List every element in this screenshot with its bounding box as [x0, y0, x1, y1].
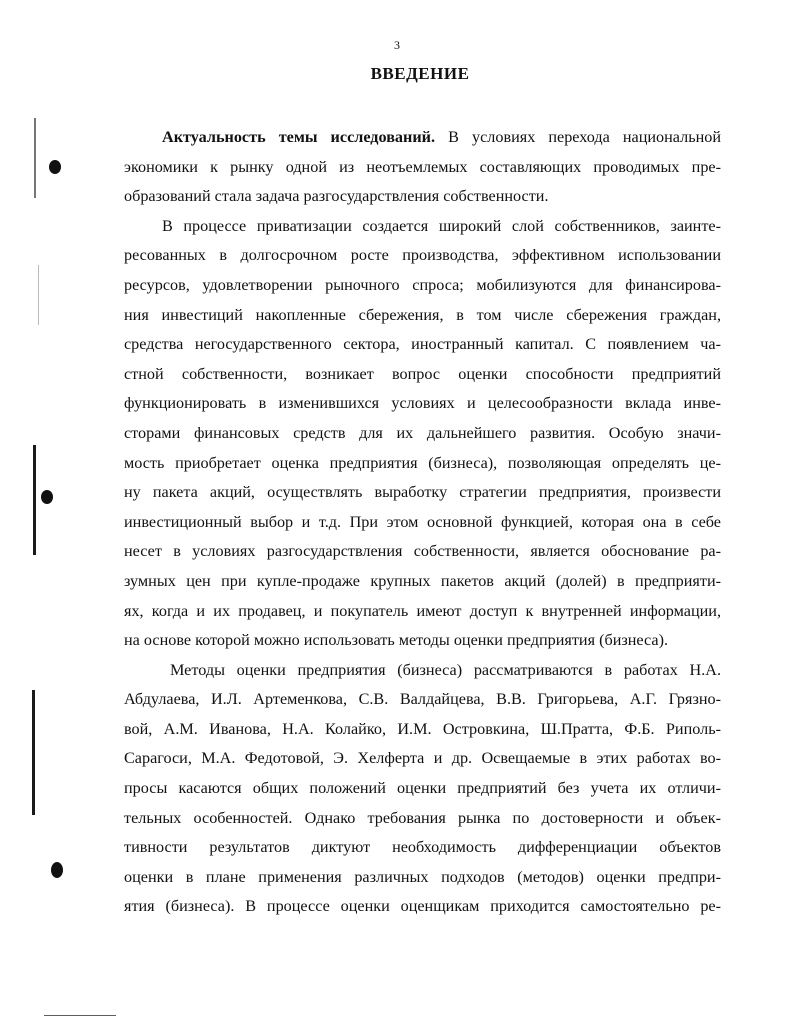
paragraph-3-line: тельных особенностей. Однако требования рынка по достоверности и объек-: [124, 808, 721, 827]
paragraph-1-lead: Актуальность темы исследований.: [162, 128, 436, 146]
paragraph-3-line: вой, А.М. Иванова, Н.А. Колайко, И.М. Островкина, Ш.Пратта, Ф.Б. Риполь-: [124, 719, 721, 738]
punch-hole-mark: [51, 862, 63, 878]
paragraph-2-line: функционировать в изменившихся условиях и целесообразности вклада инве-: [124, 394, 721, 413]
paragraph-3-line: оценки в плане применения различных подходов (методов) оценки предпри-: [124, 867, 721, 886]
paragraph-3-line: Методы оценки предприятия (бизнеса) рассматриваются в работах Н.А.: [170, 660, 721, 679]
page-number: 3: [394, 38, 400, 52]
paragraph-2-line: ресурсов, удовлетворении рыночного спроса; мобилизуются для финансирова-: [124, 275, 721, 294]
paragraph-1-line-1: Актуальность темы исследований. В условиях перехода национальной: [162, 128, 721, 146]
paragraph-3-line: тивности результатов диктуют необходимость дифференциации объектов: [124, 838, 721, 857]
body-text: [124, 123, 721, 922]
paragraph-2-line: стной собственности, возникает вопрос оценки способности предприятий: [124, 364, 721, 383]
paragraph-1-line-2: экономики к рынку одной из неотъемлемых составляющих проводимых пре-: [124, 157, 721, 176]
paragraph-3-line: Сарагоси, М.А. Федотовой, Э. Хелферта и др. Освещаемые в этих работах во-: [124, 749, 721, 768]
paragraph-2-line: ния инвестиций накопленные сбережения, в том числе сбережения граждан,: [124, 305, 721, 324]
scan-margin-line: [38, 265, 39, 325]
paragraph-2-line: сторами финансовых средств для их дальнейшего развития. Особую значи-: [124, 423, 721, 442]
paragraph-3-line: просы касаются общих положений оценки предприятий без учета их отличи-: [124, 779, 721, 798]
page-title: ВВЕДЕНИЕ: [370, 64, 470, 83]
paragraph-2-line: несет в условиях разгосударствления собственности, является обоснование ра-: [124, 542, 721, 561]
paragraph-2-line: зумных цен при купле-продаже крупных пакетов акций (долей) в предприяти-: [124, 571, 721, 590]
paragraph-2-line: мость приобретает оценка предприятия (бизнеса), позволяющая определять це-: [124, 453, 721, 472]
scan-margin-line: [34, 118, 36, 198]
paragraph-2-line: В процессе приватизации создается широкий слой собственников, заинте-: [162, 216, 721, 235]
paragraph-2-line: ресованных в долгосрочном росте производства, эффективном использовании: [124, 246, 721, 265]
paragraph-2-line: ях, когда и их продавец, и покупатель имеют доступ к внутренней информации,: [124, 601, 721, 620]
scan-margin-line: [44, 1015, 116, 1016]
paragraph-2-line: средства негосударственного сектора, иностранный капитал. С появлением ча-: [124, 335, 721, 354]
punch-hole-mark: [41, 490, 53, 504]
paragraph-2-line: на основе которой можно использовать методы оценки предприятия (бизнеса).: [124, 631, 669, 650]
paragraph-2-line: ну пакета акций, осуществлять выработку стратегии предприятия, произвести: [124, 483, 721, 502]
paragraph-2-line: инвестиционный выбор и т.д. При этом основной функцией, которая она в себе: [124, 512, 721, 531]
paragraph-3-line: Абдулаева, И.Л. Артеменкова, С.В. Валдайцева, В.В. Григорьева, А.Г. Грязно-: [124, 690, 721, 709]
scan-margin-line: [32, 690, 35, 815]
punch-hole-mark: [49, 160, 61, 174]
paragraph-1-line-3: образований стала задача разгосударствления собственности.: [124, 187, 549, 206]
scan-margin-line: [33, 445, 36, 555]
paragraph-3-line: ятия (бизнеса). В процессе оценки оценщикам приходится самостоятельно ре-: [124, 897, 721, 916]
